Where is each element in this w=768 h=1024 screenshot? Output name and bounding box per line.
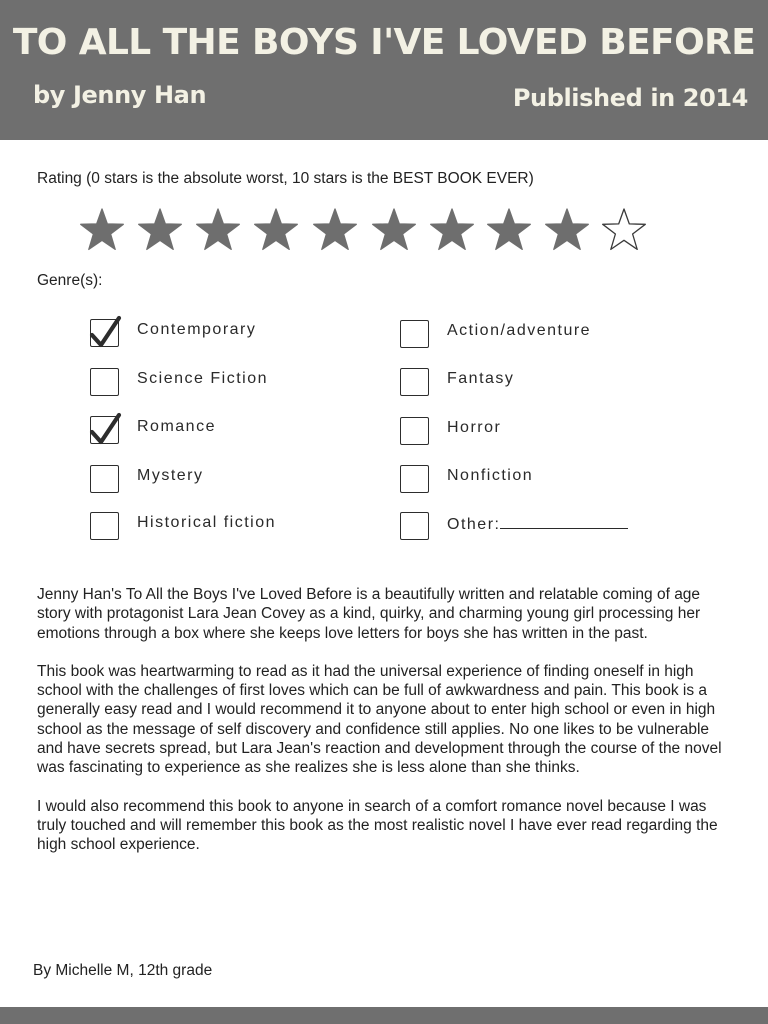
publication-year: Published in 2014 <box>512 84 748 112</box>
review-paragraph: I would also recommend this book to anyone in search of a comfort romance novel because I was truly touched and will remember this book as the most realistic novel I have ever read regarding the high school experience. <box>37 797 718 854</box>
checkbox[interactable] <box>400 512 429 540</box>
star-rating <box>78 206 658 254</box>
checkbox[interactable] <box>90 368 119 396</box>
genre-option-label: Fantasy <box>447 370 515 387</box>
star-icon <box>311 206 359 254</box>
book-title: TO ALL THE BOYS I'VE LOVED BEFORE <box>12 22 756 63</box>
genre-option-label: Romance <box>137 418 216 435</box>
genre-option-label: Horror <box>447 419 502 436</box>
footer-bar <box>0 1007 768 1024</box>
star-icon <box>485 206 533 254</box>
checkbox[interactable] <box>90 319 119 347</box>
review-paragraph: This book was heartwarming to read as it had the universal experience of finding oneself in high school with the challenges of first loves which can be full of awkwardness and pain. This book is a generally easy read and I would recommend it to anyone about to enter high school or even in high school as the message of self discovery and confidence still applies. No one likes to be vulnerable and have secrets spread, but Lara Jean's reaction and development through the course of the novel was fascinating to experience as she realizes she is less alone than she thinks. <box>37 662 722 777</box>
checkbox[interactable] <box>400 320 429 348</box>
checkmark-icon <box>89 314 125 350</box>
star-icon <box>543 206 591 254</box>
star-icon <box>78 206 126 254</box>
checkbox[interactable] <box>90 416 119 444</box>
checkmark-icon <box>89 411 125 447</box>
genre-option-label: Historical fiction <box>137 514 277 531</box>
star-icon <box>370 206 418 254</box>
genre-option-label: Action/adventure <box>447 322 592 339</box>
reviewer-byline: By Michelle M, 12th grade <box>33 962 213 979</box>
star-icon <box>252 206 300 254</box>
star-icon <box>136 206 184 254</box>
checkbox[interactable] <box>90 465 119 493</box>
star-icon <box>194 206 242 254</box>
checkbox[interactable] <box>400 417 429 445</box>
header-banner <box>0 0 768 140</box>
genre-option-label: Nonfiction <box>447 467 534 484</box>
review-paragraph: Jenny Han's To All the Boys I've Loved Before is a beautifully written and relatable coming of age story with protagonist Lara Jean Covey as a kind, quirky, and charming young girl processing her emotions through a box where she keeps love letters for boys she has written in the past. <box>37 586 701 642</box>
book-author: by Jenny Han <box>33 81 207 109</box>
checkbox[interactable] <box>400 465 429 493</box>
other-write-in-line[interactable] <box>500 514 628 529</box>
genre-label: Genre(s): <box>37 272 103 289</box>
checkbox[interactable] <box>400 368 429 396</box>
genre-option-label: Other: <box>447 514 628 534</box>
genre-option-label: Science Fiction <box>137 370 268 387</box>
checkbox[interactable] <box>90 512 119 540</box>
star-icon <box>600 206 648 254</box>
genre-option-label: Mystery <box>137 467 204 484</box>
star-icon <box>428 206 476 254</box>
genre-option-label: Contemporary <box>137 321 257 338</box>
review-text <box>37 585 733 874</box>
rating-label: Rating (0 stars is the absolute worst, 10 stars is the BEST BOOK EVER) <box>37 170 534 187</box>
